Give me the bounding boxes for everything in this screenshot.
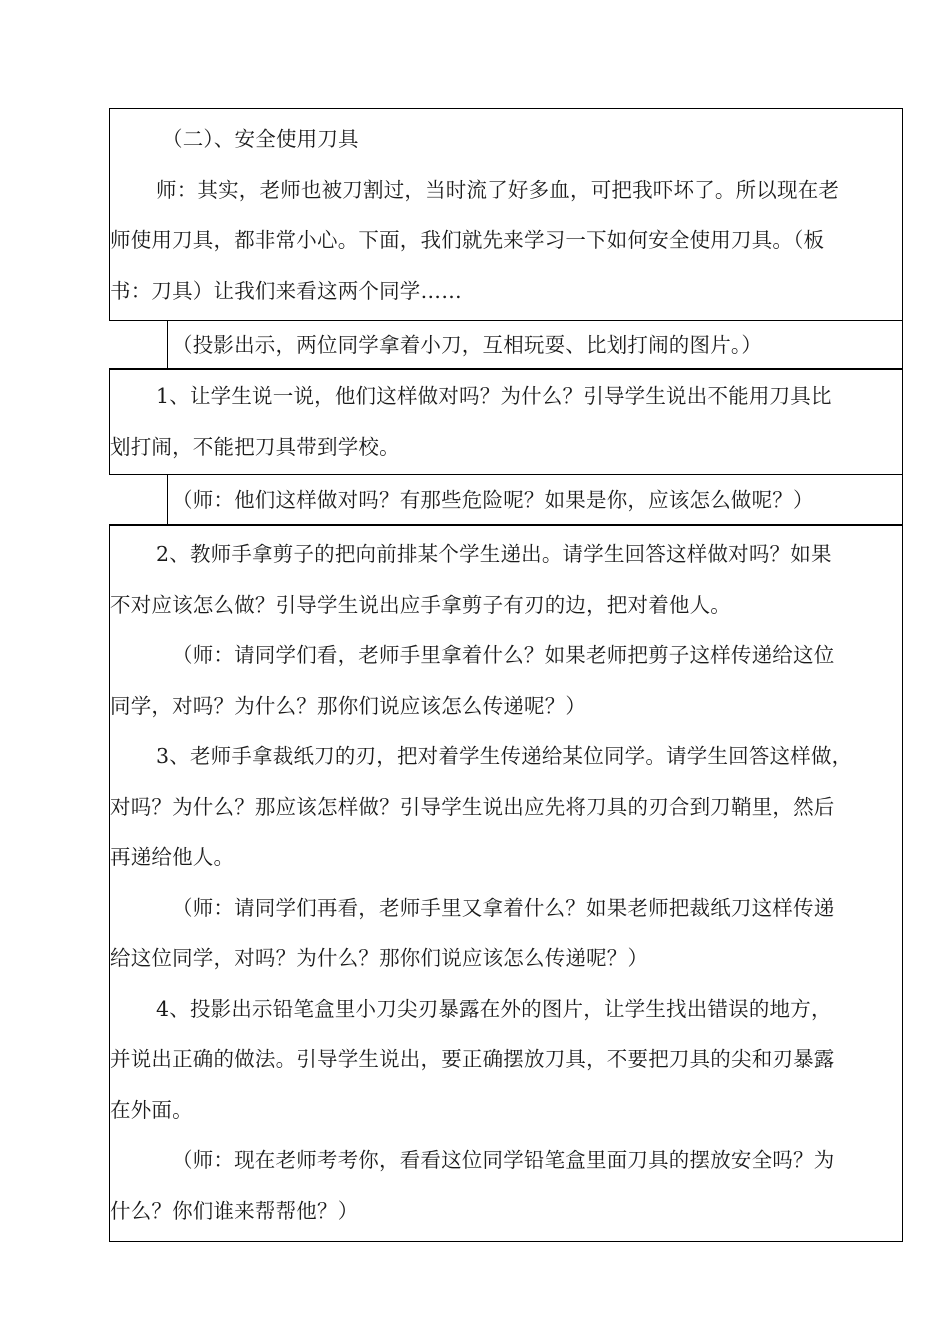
note-line: （投影出示，两位同学拿着小刀，互相玩耍、比划打闹的图片。） (172, 332, 763, 357)
step-1 (109, 368, 903, 475)
lesson-plan-table (109, 108, 903, 1242)
paragraph-line: （师：请同学们看，老师手里拿着什么？如果老师把剪子这样传递给这位 (172, 643, 835, 667)
paragraph-line: 划打闹，不能把刀具带到学校。 (110, 434, 400, 459)
paragraph-line: 书：刀具）让我们来看这两个同学…… (110, 278, 462, 303)
paragraph-line: 不对应该怎么做？引导学生说出应手拿剪子有刃的边，把对着他人。 (110, 592, 731, 617)
paragraph-line: （师：现在老师考考你，看看这位同学铅笔盒里面刀具的摆放安全吗？为 (172, 1148, 835, 1172)
paragraph-line: 并说出正确的做法。引导学生说出，要正确摆放刀具，不要把刀具的尖和刃暴露 (110, 1047, 835, 1071)
paragraph-line: （师：请同学们再看，老师手里又拿着什么？如果老师把裁纸刀这样传递 (172, 895, 835, 920)
paragraph-line: 对吗？为什么？那应该怎样做？引导学生说出应先将刀具的刃合到刀鞘里，然后 (110, 794, 835, 819)
paragraph-line: 师使用刀具，都非常小心。下面，我们就先来学习一下如何安全使用刀具。（板 (110, 228, 825, 252)
paragraph-line: 什么？你们谁来帮帮他？） (110, 1198, 359, 1223)
section-knife-safety (109, 108, 903, 321)
paragraph-line: 3、老师手拿裁纸刀的刃，把对着学生传递给某位同学。请学生回答这样做， (156, 744, 853, 768)
paragraph-line: 2、教师手拿剪子的把向前排某个学生递出。请学生回答这样做对吗？如果 (156, 542, 832, 566)
paragraph-line: 在外面。 (110, 1097, 193, 1122)
steps-2-to-4 (109, 524, 903, 1242)
paragraph-line: 给这位同学，对吗？为什么？那你们说应该怎么传递呢？） (110, 946, 649, 970)
paragraph-line: 1、让学生说一说，他们这样做对吗？为什么？引导学生说出不能用刀具比 (156, 384, 832, 408)
paragraph-line: 师：其实，老师也被刀割过，当时流了好多血，可把我吓坏了。所以现在老 (156, 177, 840, 202)
note-row-teacher-question (109, 474, 903, 526)
note-row-projection (109, 320, 903, 370)
paragraph-line: 同学，对吗？为什么？那你们说应该怎么传递呢？） (110, 693, 587, 718)
note-line: （师：他们这样做对吗？有那些危险呢？如果是你，应该怎么做呢？） (172, 487, 814, 512)
paragraph-line: 4、投影出示铅笔盒里小刀尖刃暴露在外的图片，让学生找出错误的地方， (156, 996, 832, 1021)
section-heading: （二）、安全使用刀具 (162, 127, 359, 151)
paragraph-line: 再递给他人。 (110, 845, 235, 869)
